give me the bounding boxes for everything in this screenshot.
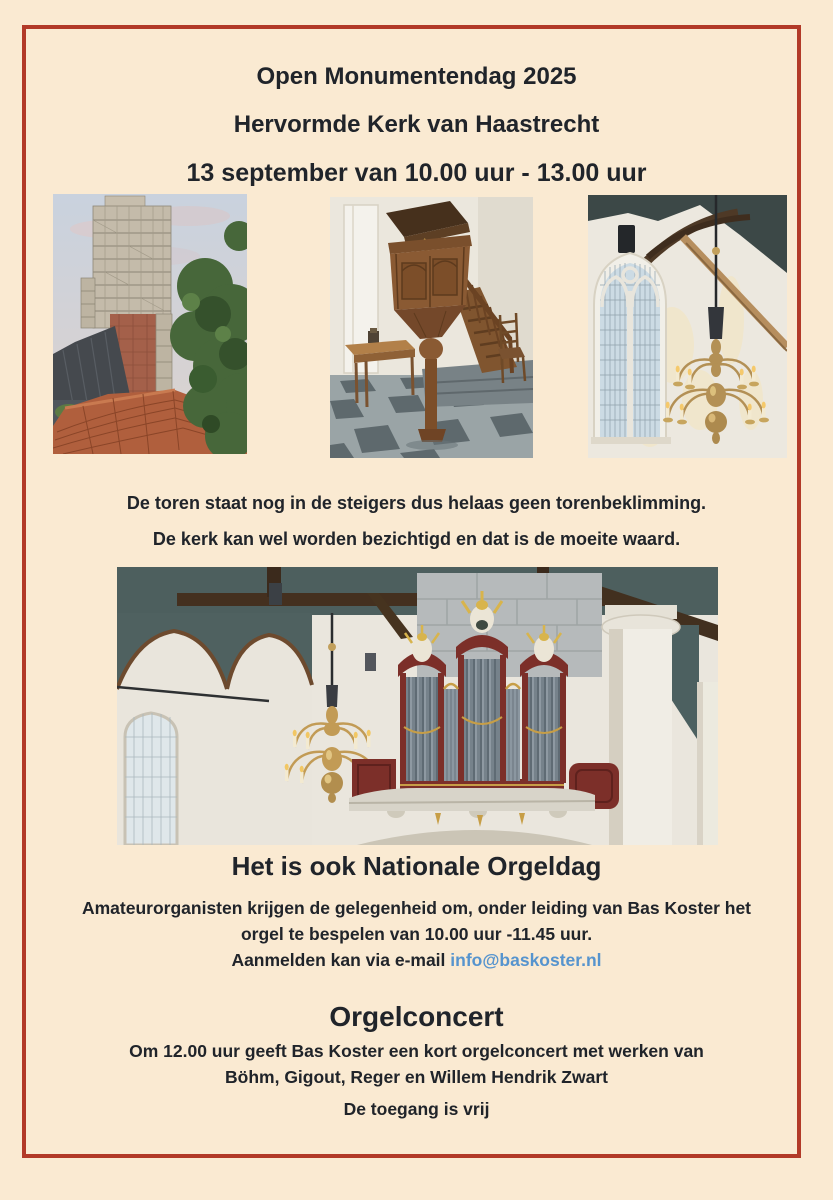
- poster-date: 13 september van 10.00 uur - 13.00 uur: [186, 159, 647, 187]
- gothic-window: [591, 253, 671, 444]
- notice-line-1: De toren staat nog in de steigers dus helaas geen torenbeklimming.: [126, 493, 707, 513]
- orgeldag-body-line-2: orgel te bespelen van 10.00 uur -11.45 uur.: [240, 924, 593, 944]
- chandelier-window-photo: [588, 195, 787, 458]
- signup-line: [0, 950, 833, 971]
- poster-subtitle: Hervormde Kerk van Haastrecht: [233, 111, 600, 138]
- organ-interior-photo: [117, 567, 718, 845]
- concert-line-1: Om 12.00 uur geeft Bas Koster een kort orgelconcert met werken van: [129, 1041, 704, 1061]
- poster-title: Open Monumentendag 2025: [256, 63, 577, 90]
- concert-line-2: Böhm, Gigout, Reger en Willem Hendrik Zwart: [225, 1067, 608, 1087]
- notice-line-2: De kerk kan wel worden bezichtigd en dat is de moeite waard.: [152, 529, 681, 549]
- tower-scaffolding-photo: [53, 194, 247, 454]
- orgeldag-heading: Het is ook Nationale Orgeldag: [231, 851, 602, 881]
- orgeldag-body-line-1: Amateurorganisten krijgen de gelegenheid om, onder leiding van Bas Koster het: [81, 898, 752, 918]
- email-link[interactable]: info@baskoster.nl: [450, 950, 602, 970]
- pulpit-photo: [330, 197, 533, 458]
- admission-line: De toegang is vrij: [343, 1099, 490, 1119]
- signup-prefix: Aanmelden kan via e-mail: [231, 950, 451, 970]
- concert-heading: Orgelconcert: [329, 1001, 504, 1032]
